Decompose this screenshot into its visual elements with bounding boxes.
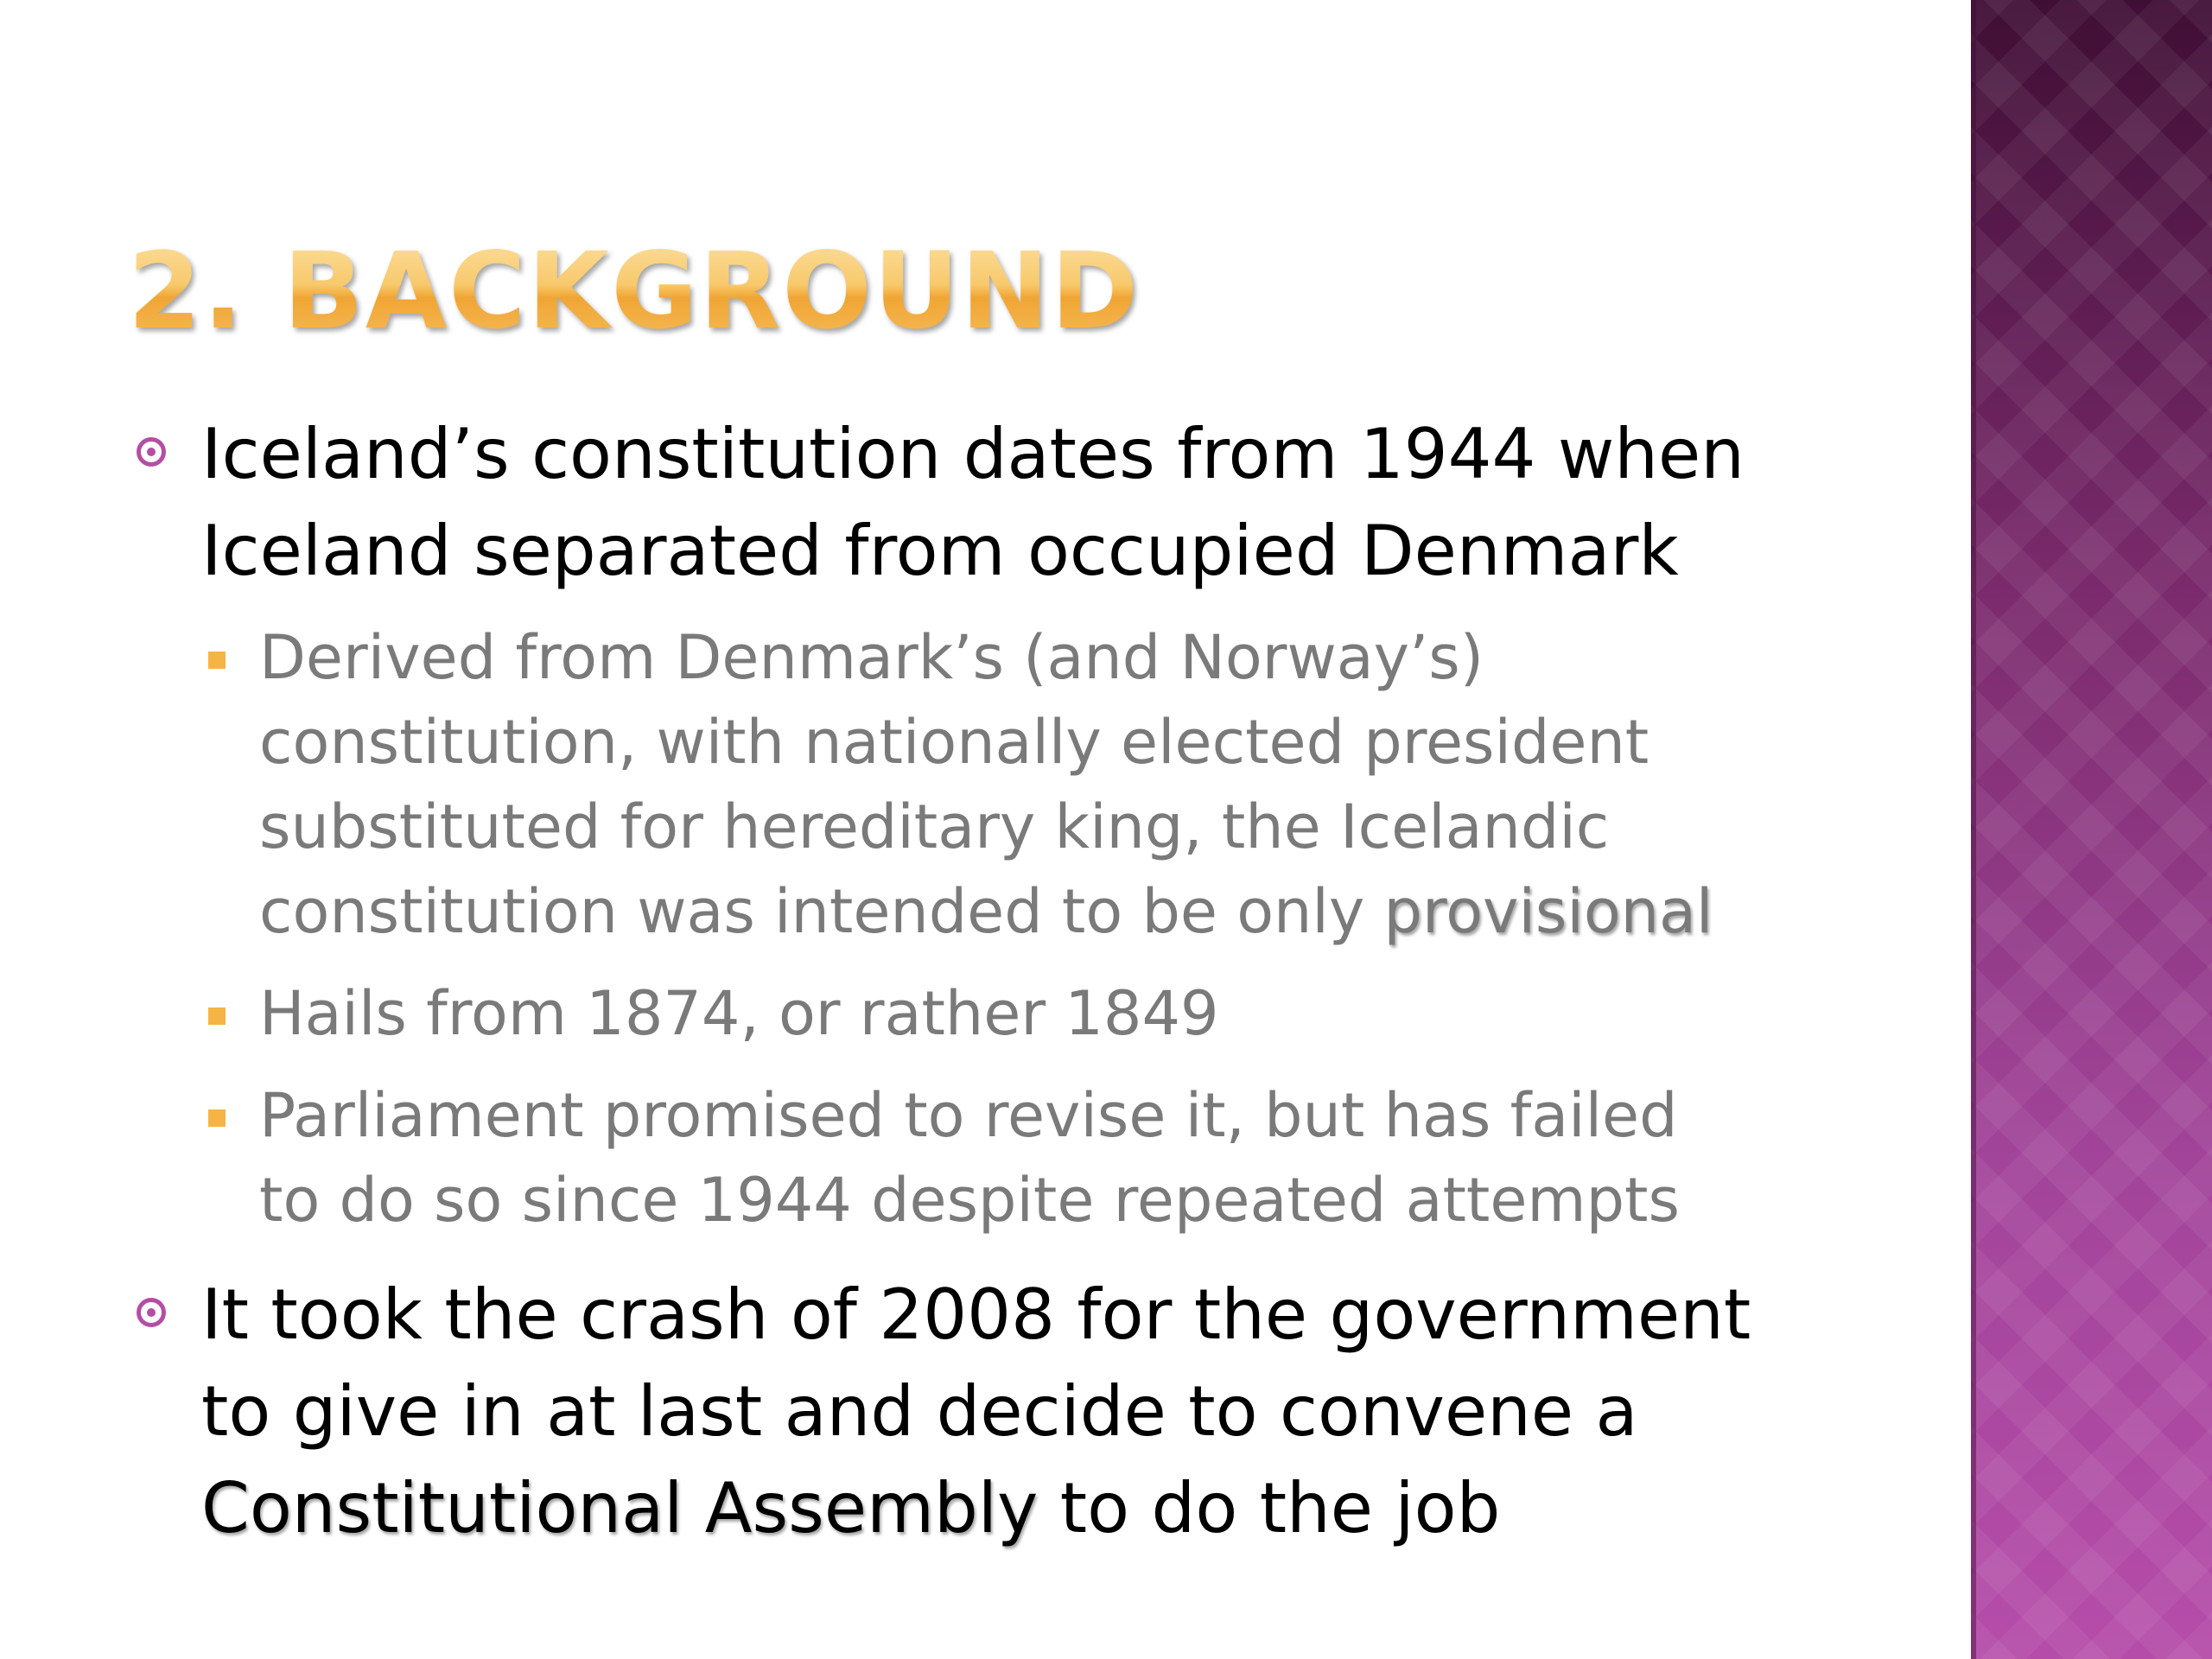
radio-circle-bullet-icon xyxy=(137,437,166,467)
sub-bullet-line: Derived from Denmark’s (and Norway’s) xyxy=(259,622,1484,693)
square-bullet-icon xyxy=(208,1007,226,1025)
square-bullet-icon xyxy=(208,652,226,669)
sub-bullet-line: substituted for hereditary king, the Icelandic xyxy=(259,791,1610,862)
emphasized-phrase: Constitutional Assembly xyxy=(201,1468,1039,1548)
bullet-line: to give in at last and decide to convene a xyxy=(201,1371,1638,1452)
sub-bullet-item xyxy=(130,971,1858,1056)
bullet-text: to do the job xyxy=(1038,1468,1501,1548)
sub-bullet-line: Parliament promised to revise it, but has failed xyxy=(259,1080,1678,1151)
bullet-line xyxy=(201,1460,1858,1557)
slide-title: 2. BACKGROUND xyxy=(128,226,1140,356)
sub-bullet-line: constitution, with nationally elected president xyxy=(259,707,1649,778)
sub-bullet-item xyxy=(130,615,1858,954)
decorative-sidebar xyxy=(1971,0,2212,1659)
sub-bullet-item xyxy=(130,1073,1858,1243)
sidebar-edge xyxy=(1971,0,1976,1659)
slide-body xyxy=(130,406,1858,1557)
sub-bullet-text: constitution was intended to be only xyxy=(259,876,1384,947)
square-bullet-icon xyxy=(208,1109,226,1127)
sub-bullet-line xyxy=(259,869,1858,954)
sub-bullet-line: to do so since 1944 despite repeated attempts xyxy=(259,1165,1680,1236)
bullet-line: Iceland’s constitution dates from 1944 when xyxy=(201,414,1745,494)
bullet-line: It took the crash of 2008 for the government xyxy=(201,1274,1751,1355)
bullet-line: Iceland separated from occupied Denmark xyxy=(201,511,1679,591)
emphasized-word: provisional xyxy=(1383,876,1713,947)
bullet-item xyxy=(130,1267,1858,1557)
bullet-item xyxy=(130,406,1858,600)
sub-bullet-line: Hails from 1874, or rather 1849 xyxy=(259,978,1219,1049)
radio-circle-bullet-icon xyxy=(137,1298,166,1327)
